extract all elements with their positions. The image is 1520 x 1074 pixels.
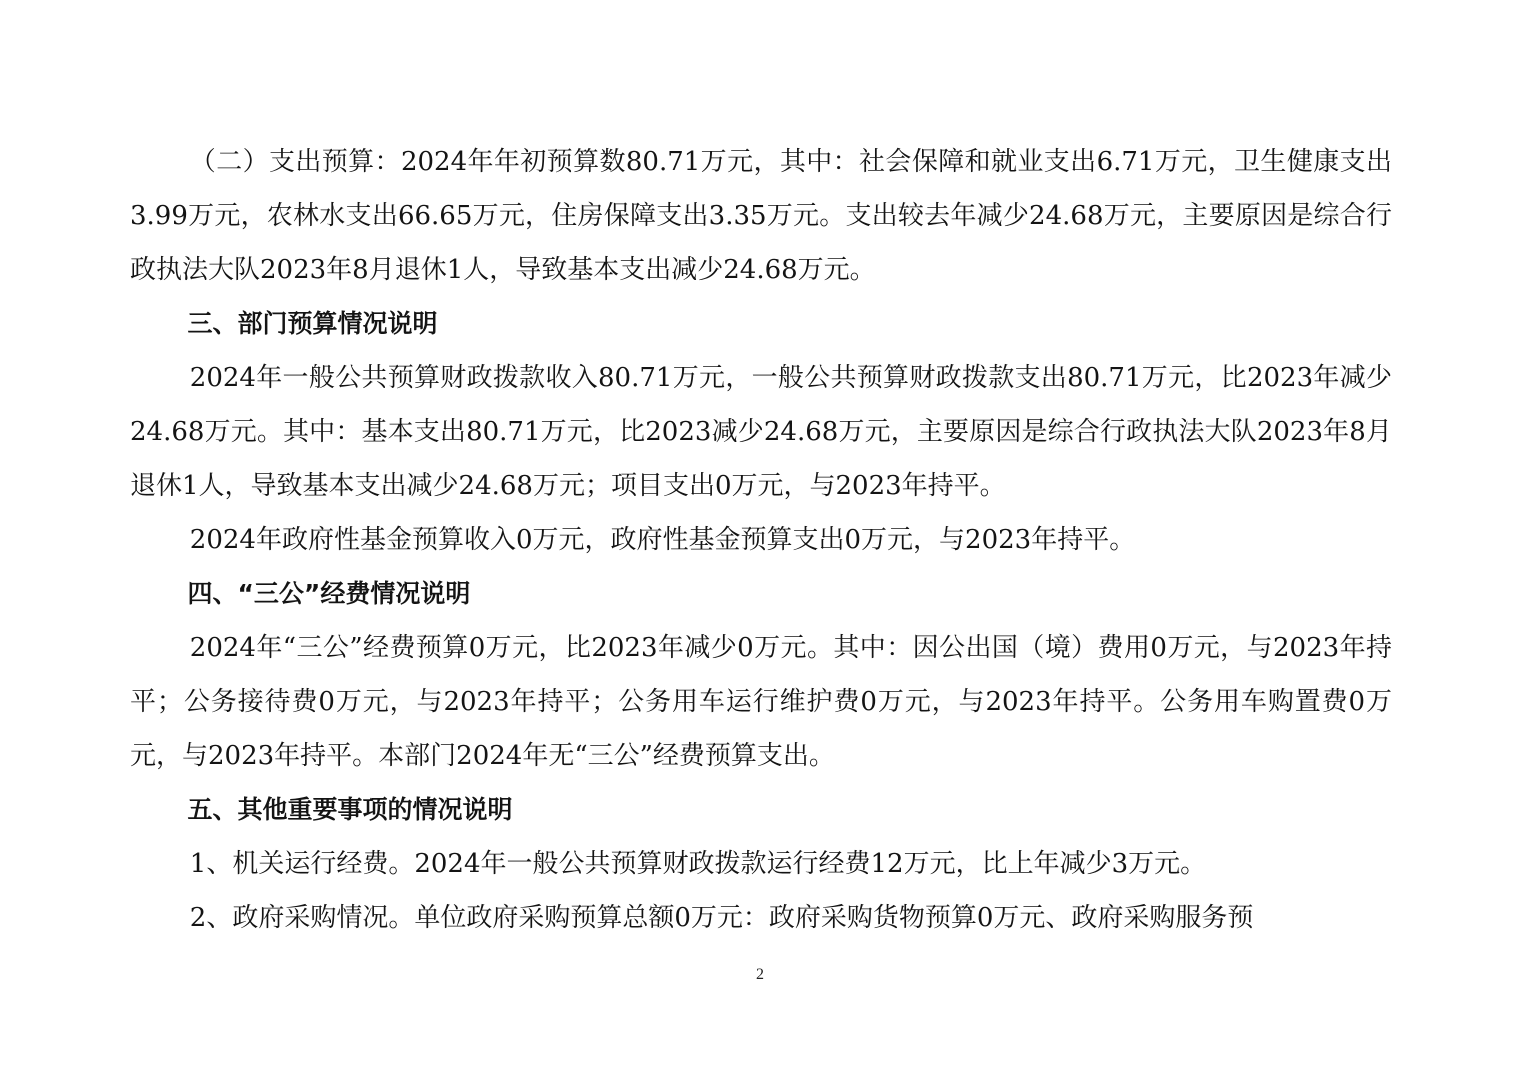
section-heading-department-budget: 三、部门预算情况说明: [187, 309, 438, 338]
paragraph-general-public-budget: 2024年一般公共预算财政拨款收入80.71万元，一般公共预算财政拨款支出80.71万元，比2023年减少24.68万元。其中：基本支出80.71万元，比2023减少24.68万元，主要原因是综合行政执法大队2023年8月退休1人，导致基本支出减少24.68万元；项目支出0万元，与2023年持平。: [130, 363, 1392, 501]
paragraph-expenditure-budget: （二）支出预算：2024年年初预算数80.71万元，其中：社会保障和就业支出6.71万元，卫生健康支出3.99万元，农林水支出66.65万元，住房保障支出3.35万元。支出较去年减少24.68万元，主要原因是综合行政执法大队2023年8月退休1人，导致基本支出减少24.68万元。: [130, 147, 1392, 285]
paragraph-government-fund-budget: 2024年政府性基金预算收入0万元，政府性基金预算支出0万元，与2023年持平。: [189, 525, 1136, 555]
paragraph-three-public-expenses: 2024年“三公”经费预算0万元，比2023年减少0万元。其中：因公出国（境）费用0万元，与2023年持平；公务接待费0万元，与2023年持平；公务用车运行维护费0万元，与2023年持平。公务用车购置费0万元，与2023年持平。本部门2024年无“三公”经费预算支出。: [130, 633, 1392, 771]
paragraph-operating-expenses: 1、机关运行经费。2024年一般公共预算财政拨款运行经费12万元，比上年减少3万元。: [189, 849, 1207, 879]
page-number: 2: [756, 966, 764, 983]
section-heading-three-public-expenses: 四、“三公”经费情况说明: [187, 579, 471, 608]
section-heading-other-matters: 五、其他重要事项的情况说明: [187, 795, 513, 824]
document-body: [130, 135, 1392, 945]
paragraph-government-procurement: 2、政府采购情况。单位政府采购预算总额0万元：政府采购货物预算0万元、政府采购服务预: [189, 903, 1254, 933]
